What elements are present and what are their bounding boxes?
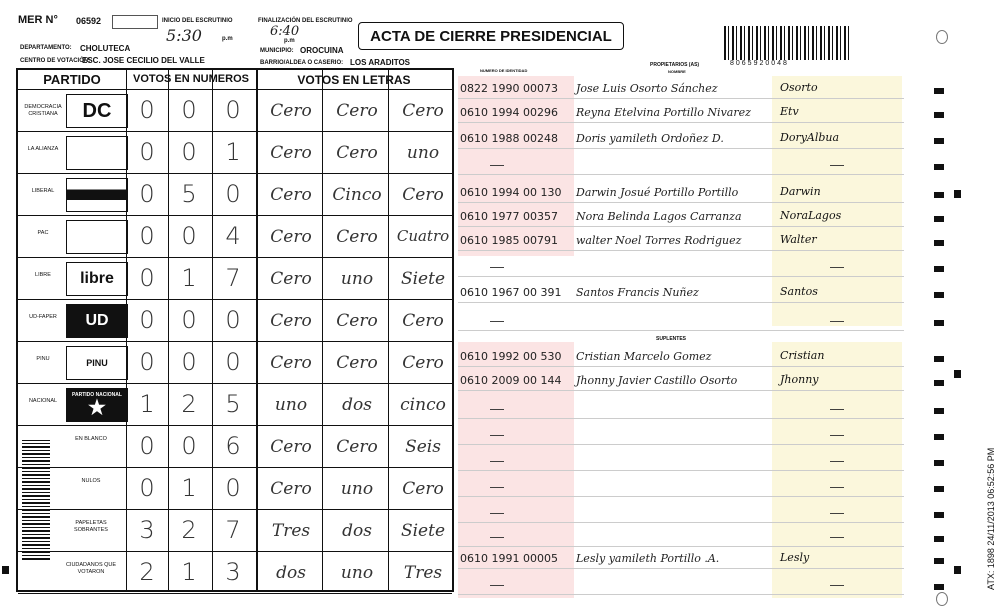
member-name: walter Noel Torres Rodriguez — [576, 234, 742, 247]
registration-mark — [954, 370, 961, 378]
vote-word: Cero — [402, 353, 444, 373]
table-row — [18, 216, 452, 258]
party-name: UD-FAPER — [29, 314, 57, 320]
vote-digit: 0 — [139, 138, 155, 166]
party-logo: UD — [66, 304, 128, 338]
col-identidad: NUMERO DE IDENTIDAD — [480, 68, 528, 73]
party-name: LIBRE — [35, 272, 51, 278]
row-marker — [934, 164, 944, 170]
member-id: 0610 2009 00 144 — [460, 374, 562, 387]
vote-digit: 0 — [225, 96, 241, 124]
vote-digit: 4 — [225, 222, 241, 250]
table-row — [18, 426, 452, 468]
mer-number: 06592 — [76, 16, 102, 26]
member-row-line — [458, 250, 904, 251]
suplentes-label: SUPLENTES — [656, 336, 687, 342]
row-marker — [934, 216, 944, 222]
vote-digit: 0 — [139, 474, 155, 502]
table-row — [18, 552, 452, 594]
vote-word: Cero — [270, 479, 312, 499]
vote-word: Cero — [270, 353, 312, 373]
finaliza-value: 6:40 — [270, 24, 300, 39]
table-row — [18, 174, 452, 216]
col-numeros: VOTOS EN NUMEROS — [133, 73, 249, 85]
member-name: Nora Belinda Lagos Carranza — [576, 210, 742, 223]
member-signature: DoryAlbua — [780, 131, 840, 144]
member-row-line — [458, 546, 904, 547]
member-name: Cristian Marcelo Gomez — [576, 350, 712, 363]
vote-word: cinco — [400, 395, 446, 415]
vote-digit: 0 — [225, 180, 241, 208]
vote-digit: 0 — [225, 306, 241, 334]
departamento-label: DEPARTAMENTO: — [20, 45, 72, 51]
member-signature: Osorto — [780, 81, 818, 94]
member-row-line — [458, 470, 904, 471]
member-row-line — [458, 522, 904, 523]
member-signature: Santos — [780, 285, 818, 298]
vote-digit: 0 — [139, 306, 155, 334]
row-marker — [934, 88, 944, 94]
row-marker — [934, 192, 944, 198]
vote-word: dos — [276, 563, 306, 583]
registration-mark — [2, 566, 9, 574]
vote-word: uno — [340, 479, 374, 499]
member-row-line — [458, 418, 904, 419]
vote-digit: 7 — [225, 264, 241, 292]
barrio-label: BARRIO/ALDEA O CASERIO: — [260, 60, 344, 66]
table-row — [18, 342, 452, 384]
barrio-value: LOS ARADITOS — [350, 58, 411, 67]
vote-digit: 7 — [225, 516, 241, 544]
vote-digit: 0 — [181, 96, 197, 124]
vote-digit: 1 — [181, 264, 197, 292]
barcode-text: 8065920048 — [730, 60, 789, 67]
vote-digit: 5 — [181, 180, 197, 208]
empty-dash: — — [490, 478, 504, 494]
member-id: 0610 1992 00 530 — [460, 350, 562, 363]
vote-word: Cero — [402, 479, 444, 499]
member-row-line — [458, 226, 904, 227]
empty-dash: — — [830, 576, 844, 592]
member-row-line — [458, 98, 904, 99]
empty-dash: — — [490, 452, 504, 468]
member-name: Doris yamileth Ordoñez D. — [576, 132, 724, 145]
vote-word: Cero — [270, 311, 312, 331]
vote-digit: 0 — [139, 348, 155, 376]
centro-label: CENTRO DE VOTACIÓN: — [20, 58, 91, 64]
vote-word: Cero — [336, 311, 378, 331]
table-row — [18, 510, 452, 552]
vote-word: Cero — [336, 143, 378, 163]
votes-table — [16, 68, 454, 592]
party-logo — [66, 178, 128, 212]
party-logo: libre — [66, 262, 128, 296]
vote-word: Cero — [336, 353, 378, 373]
vote-digit: 0 — [139, 180, 155, 208]
vote-word: Cero — [270, 437, 312, 457]
member-row-line — [458, 330, 904, 331]
row-marker — [934, 486, 944, 492]
vote-word: uno — [406, 143, 440, 163]
col-letras: VOTOS EN LETRAS — [297, 73, 411, 87]
title-box — [358, 22, 624, 50]
member-id: 0610 1977 00357 — [460, 210, 558, 223]
registration-mark — [954, 190, 961, 198]
vote-digit: 1 — [139, 390, 155, 418]
party-name: PINU — [36, 356, 50, 362]
member-row-line — [458, 496, 904, 497]
departamento-value: CHOLUTECA — [80, 44, 131, 53]
vote-word: Cero — [336, 227, 378, 247]
party-logo: DC — [66, 94, 128, 128]
row-marker — [934, 558, 944, 564]
vote-digit: 2 — [139, 558, 155, 586]
table-row — [18, 300, 452, 342]
divider — [212, 70, 213, 590]
barcode-top — [724, 26, 852, 60]
vote-word: dos — [342, 521, 372, 541]
punch-hole — [936, 30, 948, 44]
member-name: Darwin Josué Portillo Portillo — [576, 186, 739, 199]
vote-word: Cero — [402, 101, 444, 121]
party-logo — [66, 136, 128, 170]
member-row-line — [458, 390, 904, 391]
registration-mark — [954, 566, 961, 574]
vote-digit: 3 — [139, 516, 155, 544]
vote-word: Tres — [271, 521, 311, 541]
empty-dash: — — [830, 156, 844, 172]
empty-dash: — — [490, 426, 504, 442]
vote-word: Siete — [400, 269, 446, 289]
empty-dash: — — [830, 478, 844, 494]
vote-digit: 1 — [181, 474, 197, 502]
party-logo: PINU — [66, 346, 128, 380]
member-signature: Walter — [780, 233, 817, 246]
mer-logo-box — [112, 15, 158, 29]
member-id: 0610 1991 00005 — [460, 552, 558, 565]
member-row-line — [458, 594, 904, 595]
finaliza-label: FINALIZACIÓN DEL ESCRUTINIO — [258, 18, 353, 24]
member-signature: Etv — [780, 105, 799, 118]
empty-dash: — — [830, 504, 844, 520]
municipio-value: OROCUINA — [300, 46, 344, 55]
vote-digit: 0 — [225, 474, 241, 502]
vote-digit: 5 — [225, 390, 241, 418]
member-name: Jose Luis Osorto Sánchez — [576, 82, 718, 95]
member-id: 0610 1988 00248 — [460, 132, 558, 145]
municipio-label: MUNICIPIO: — [260, 48, 294, 54]
empty-dash: — — [830, 452, 844, 468]
divider — [322, 70, 323, 590]
vote-digit: 0 — [181, 348, 197, 376]
vote-digit: 0 — [181, 432, 197, 460]
punch-hole — [936, 592, 948, 606]
vote-digit: 0 — [225, 348, 241, 376]
row-marker — [934, 408, 944, 414]
vote-digit: 2 — [181, 516, 197, 544]
row-marker — [934, 536, 944, 542]
table-row — [18, 468, 452, 510]
divider — [388, 70, 389, 590]
vote-digit: 1 — [225, 138, 241, 166]
member-name: Santos Francis Nuñez — [576, 286, 699, 299]
table-row — [18, 258, 452, 300]
member-row-line — [458, 122, 904, 123]
vote-word: Cero — [270, 101, 312, 121]
member-signature: Jhonny — [780, 373, 819, 386]
member-signature: Cristian — [780, 349, 825, 362]
row-marker — [934, 320, 944, 326]
row-marker — [934, 460, 944, 466]
table-header — [18, 70, 452, 90]
vote-word: Cero — [336, 101, 378, 121]
vote-digit: 2 — [181, 390, 197, 418]
empty-dash: — — [830, 426, 844, 442]
member-signature: Darwin — [780, 185, 821, 198]
member-row-line — [458, 148, 904, 149]
empty-dash: — — [490, 400, 504, 416]
party-name: PAPELETAS SOBRANTES — [74, 520, 108, 533]
party-name: DEMOCRACIA CRISTIANA — [24, 104, 62, 117]
inicio-unit: p.m — [222, 36, 233, 42]
id-column-pink — [458, 76, 574, 256]
member-name: Reyna Etelvina Portillo Nivarez — [576, 106, 751, 119]
divider — [168, 70, 169, 590]
member-name: Lesly yamileth Portillo .A. — [576, 552, 720, 565]
member-row-line — [458, 568, 904, 569]
row-marker — [934, 240, 944, 246]
vote-word: Cinco — [332, 185, 382, 205]
inicio-value: 5:30 — [166, 26, 202, 45]
party-name: PAC — [37, 230, 49, 236]
inicio-label: INICIO DEL ESCRUTINIO — [162, 18, 233, 24]
star-icon: ★ — [88, 397, 106, 419]
row-marker — [934, 380, 944, 386]
vote-digit: 0 — [181, 306, 197, 334]
member-id: 0610 1985 00791 — [460, 234, 558, 247]
col-propietarios: PROPIETARIOS (AS) — [650, 62, 700, 68]
empty-dash: — — [830, 258, 844, 274]
row-marker — [934, 292, 944, 298]
party-name: CIUDADANOS QUE VOTARON — [65, 562, 117, 575]
vote-digit: 3 — [225, 558, 241, 586]
vote-word: Cero — [336, 437, 378, 457]
vote-digit: 0 — [139, 264, 155, 292]
vote-digit: 0 — [181, 138, 197, 166]
table-row — [18, 132, 452, 174]
vote-digit: 0 — [139, 222, 155, 250]
table-row — [18, 90, 452, 132]
member-id: 0610 1994 00 130 — [460, 186, 562, 199]
vote-word: Cero — [402, 311, 444, 331]
member-row-line — [458, 174, 904, 175]
empty-dash: — — [490, 528, 504, 544]
vote-word: uno — [340, 269, 374, 289]
finaliza-unit: p.m — [284, 38, 295, 44]
vote-word: dos — [342, 395, 372, 415]
member-name: Jhonny Javier Castillo Osorto — [576, 374, 738, 387]
vote-word: Tres — [403, 563, 443, 583]
member-id: 0822 1990 00073 — [460, 82, 558, 95]
col-nombre: NOMBRE — [668, 69, 686, 74]
party-name: EN BLANCO — [75, 436, 107, 442]
empty-dash: — — [490, 156, 504, 172]
vote-word: uno — [340, 563, 374, 583]
page-title: ACTA DE CIERRE PRESIDENCIAL — [370, 27, 612, 45]
col-partido: PARTIDO — [43, 72, 101, 87]
vote-digit: 0 — [139, 96, 155, 124]
mer-label: MER N° — [18, 14, 58, 26]
vote-word: Cero — [402, 185, 444, 205]
member-row-line — [458, 202, 904, 203]
member-id: 0610 1994 00296 — [460, 106, 558, 119]
row-marker — [934, 512, 944, 518]
vote-digit: 0 — [181, 222, 197, 250]
empty-dash: — — [490, 312, 504, 328]
row-marker — [934, 434, 944, 440]
vote-word: Siete — [400, 521, 446, 541]
barcode-left — [22, 440, 50, 560]
party-name: NACIONAL — [28, 398, 58, 404]
row-marker — [934, 266, 944, 272]
table-row — [18, 384, 452, 426]
party-logo — [66, 220, 128, 254]
divider — [256, 70, 258, 590]
vote-word: Cuatro — [396, 227, 450, 245]
centro-value: ESC. JOSE CECILIO DEL VALLE — [82, 56, 205, 65]
vote-word: Cero — [270, 143, 312, 163]
member-id: 0610 1967 00 391 — [460, 286, 562, 299]
empty-dash: — — [490, 576, 504, 592]
row-marker — [934, 584, 944, 590]
vote-word: uno — [274, 395, 308, 415]
row-marker — [934, 138, 944, 144]
vote-digit: 6 — [225, 432, 241, 460]
vote-word: Cero — [270, 185, 312, 205]
side-stamp-text: ATX: 1898 24/11/2013 06:52:56 PM — [986, 447, 996, 590]
party-logo: PARTIDO NACIONAL ★ — [66, 388, 128, 422]
empty-dash: — — [830, 312, 844, 328]
vote-word: Cero — [270, 227, 312, 247]
member-row-line — [458, 366, 904, 367]
member-row-line — [458, 276, 904, 277]
vote-digit: 1 — [181, 558, 197, 586]
member-signature: NoraLagos — [780, 209, 842, 222]
empty-dash: — — [490, 504, 504, 520]
member-row-line — [458, 444, 904, 445]
vote-word: Cero — [270, 269, 312, 289]
empty-dash: — — [830, 400, 844, 416]
vote-digit: 0 — [139, 432, 155, 460]
member-signature: Lesly — [780, 551, 810, 564]
party-name: LA ALIANZA — [27, 146, 59, 152]
party-name: LIBERAL — [31, 188, 55, 194]
divider — [126, 70, 127, 590]
empty-dash: — — [490, 258, 504, 274]
member-row-line — [458, 302, 904, 303]
row-marker — [934, 112, 944, 118]
row-marker — [934, 356, 944, 362]
empty-dash: — — [830, 528, 844, 544]
party-name: NULOS — [81, 478, 101, 484]
vote-word: Seis — [405, 437, 441, 457]
